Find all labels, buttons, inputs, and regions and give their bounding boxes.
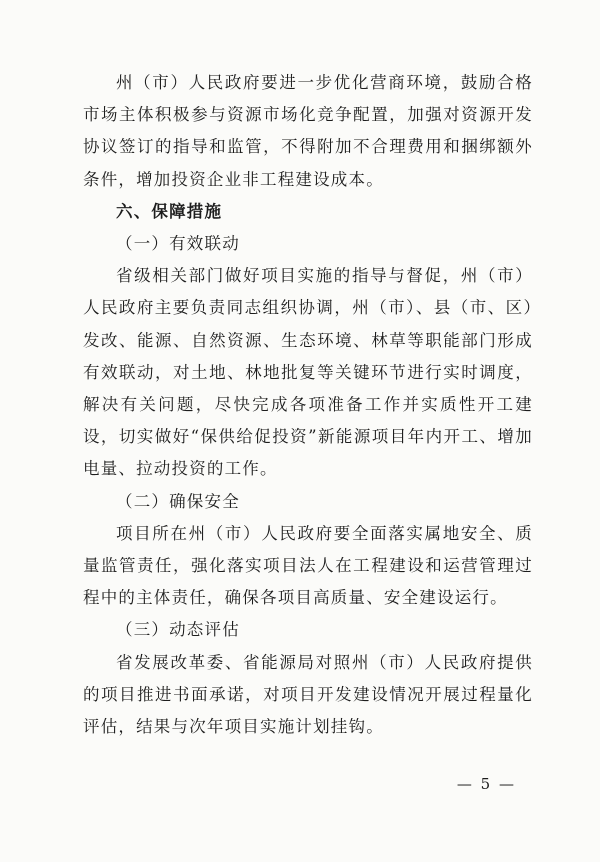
- subheading-effective-linkage: （一）有效联动: [116, 234, 240, 254]
- subheading-dynamic-evaluation: （三）动态评估: [116, 620, 240, 640]
- paragraph-ensure-safety: 项目所在州（市）人民政府要全面落实属地安全、质量监管责任，强化落实项目法人在工程建设和运营管理过程中的主体责任，确保各项目高质量、安全建设运行。: [83, 523, 533, 608]
- paragraph-effective-linkage: 省级相关部门做好项目实施的指导与督促，州（市）人民政府主要负责同志组织协调，州（市）、县（市、区）发改、能源、自然资源、生态环境、林草等职能部门形成有效联动，对土地、林地批复等关键环节进行实时调度，解决有关问题，尽快完成各项准备工作并实质性开工建设，切实做好“保供给促投资”新能源项目年内开工、增加电量、拉动投资的工作。: [83, 266, 533, 479]
- document-body: [83, 67, 533, 743]
- subheading-ensure-safety: （二）确保安全: [116, 491, 240, 511]
- section-heading-safeguards: 六、保障措施: [116, 201, 223, 221]
- paragraph-dynamic-evaluation: 省发展改革委、省能源局对照州（市）人民政府提供的项目推进书面承诺，对项目开发建设情况开展过程量化评估，结果与次年项目实施计划挂钩。: [83, 652, 533, 737]
- page-number: — 5 —: [456, 775, 516, 793]
- paragraph-business-environment: 州（市）人民政府要进一步优化营商环境，鼓励合格市场主体积极参与资源市场化竞争配置，加强对资源开发协议签订的指导和监管，不得附加不合理费用和捆绑额外条件，增加投资企业非工程建设成本。: [83, 73, 533, 189]
